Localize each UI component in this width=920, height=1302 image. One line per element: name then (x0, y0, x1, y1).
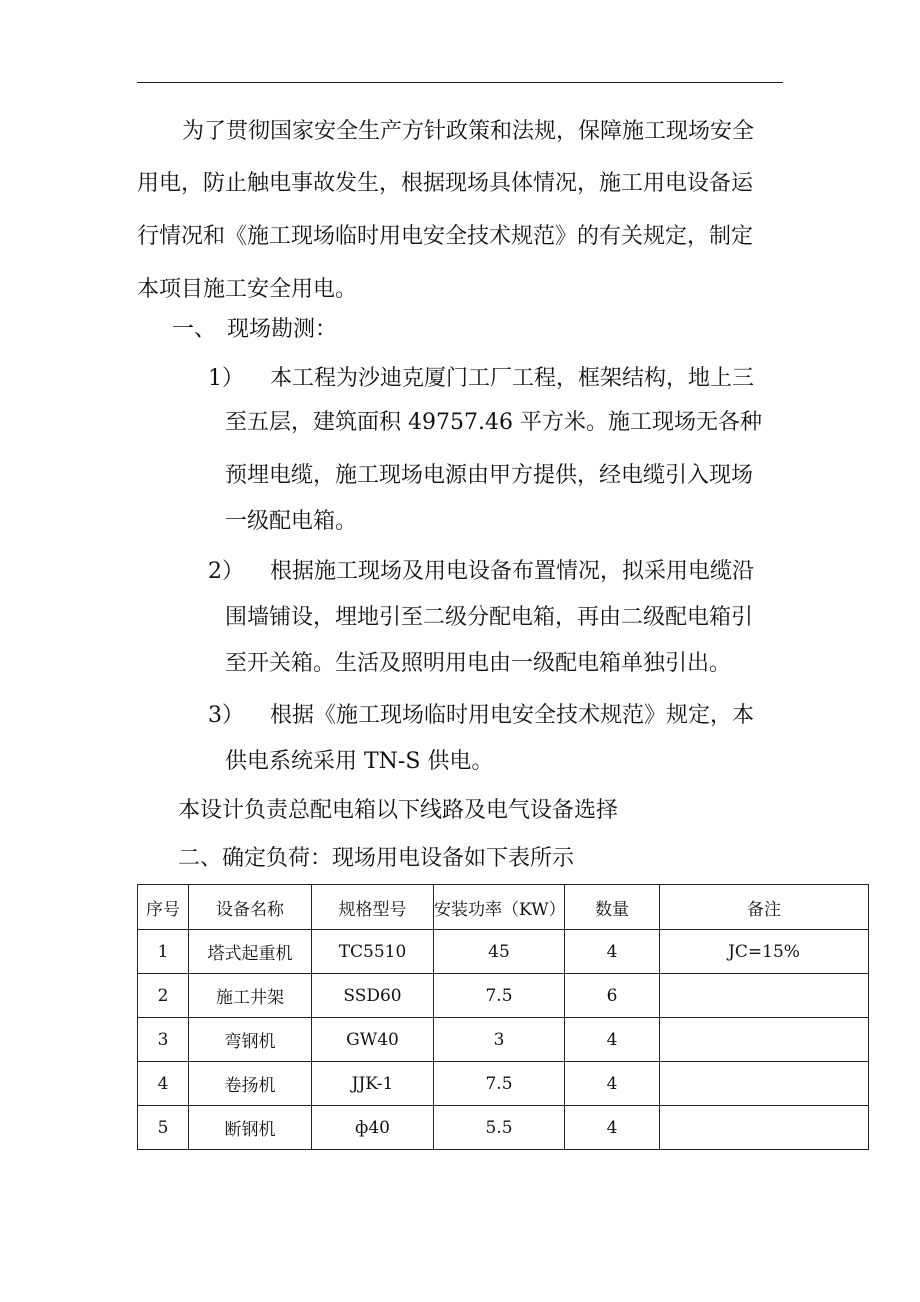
item3-number: 3） (208, 703, 244, 728)
cell-remarks (660, 974, 869, 1018)
table-row (138, 1106, 869, 1150)
cell-remarks (660, 1106, 869, 1150)
item1-number: 1） (208, 366, 244, 391)
table-row (138, 1018, 869, 1062)
cell-power: 5.5 (434, 1106, 565, 1150)
item2-line-1: 根据施工现场及用电设备布置情况，拟采用电缆沿 (270, 559, 755, 584)
item1-line-3: 预埋电缆，施工现场电源由甲方提供，经电缆引入现场 (225, 463, 754, 488)
table-row (138, 974, 869, 1018)
cell-index: 4 (138, 1062, 189, 1106)
cell-quantity: 4 (565, 1062, 660, 1106)
cell-remarks: JC=15% (660, 930, 869, 974)
intro-line-2: 用电，防止触电事故发生，根据现场具体情况，施工用电设备运 (137, 171, 754, 196)
header-remarks: 备注 (660, 885, 869, 930)
item2-line-2: 围墙铺设，埋地引至二级分配电箱，再由二级配电箱引 (225, 605, 754, 630)
cell-model: JJK-1 (312, 1062, 434, 1106)
cell-model: TC5510 (312, 930, 434, 974)
cell-remarks (660, 1062, 869, 1106)
item3-line-2: 供电系统采用 TN-S 供电。 (225, 749, 494, 774)
header-rule (137, 82, 783, 83)
cell-model: GW40 (312, 1018, 434, 1062)
cell-quantity: 4 (565, 1106, 660, 1150)
header-power: 安装功率（KW） (434, 885, 565, 930)
intro-line-4: 本项目施工安全用电。 (137, 277, 358, 302)
cell-power: 7.5 (434, 974, 565, 1018)
item1-line-4: 一级配电箱。 (225, 509, 358, 534)
header-equipment-name: 设备名称 (189, 885, 312, 930)
item1-line-2: 至五层，建筑面积 49757.46 平方米。施工现场无各种 (225, 410, 762, 435)
cell-equipment-name: 弯钢机 (189, 1018, 312, 1062)
intro-line-3: 行情况和《施工现场临时用电安全技术规范》的有关规定，制定 (137, 224, 754, 249)
cell-quantity: 4 (565, 1018, 660, 1062)
item3-line-1: 根据《施工现场临时用电安全技术规范》规定，本 (270, 703, 755, 728)
table-header-row (138, 885, 869, 930)
cell-index: 2 (138, 974, 189, 1018)
intro-line-1: 为了贯彻国家安全生产方针政策和法规，保障施工现场安全 (182, 119, 755, 144)
cell-index: 1 (138, 930, 189, 974)
cell-equipment-name: 卷扬机 (189, 1062, 312, 1106)
cell-model: SSD60 (312, 974, 434, 1018)
cell-model: ф40 (312, 1106, 434, 1150)
cell-index: 5 (138, 1106, 189, 1150)
header-quantity: 数量 (565, 885, 660, 930)
cell-power: 3 (434, 1018, 565, 1062)
item1-line-1: 本工程为沙迪克厦门工厂工程，框架结构，地上三 (270, 366, 755, 391)
cell-index: 3 (138, 1018, 189, 1062)
cell-quantity: 4 (565, 930, 660, 974)
design-note: 本设计负责总配电箱以下线路及电气设备选择 (178, 798, 619, 823)
item2-number: 2） (208, 559, 244, 584)
cell-equipment-name: 施工井架 (189, 974, 312, 1018)
cell-equipment-name: 断钢机 (189, 1106, 312, 1150)
section1-heading: 一、 现场勘测： (172, 317, 338, 342)
header-model: 规格型号 (312, 885, 434, 930)
cell-equipment-name: 塔式起重机 (189, 930, 312, 974)
header-index: 序号 (138, 885, 189, 930)
cell-power: 45 (434, 930, 565, 974)
equipment-table (137, 884, 869, 1150)
cell-quantity: 6 (565, 974, 660, 1018)
table-row (138, 1062, 869, 1106)
cell-power: 7.5 (434, 1062, 565, 1106)
section2-heading: 二、确定负荷：现场用电设备如下表所示 (178, 846, 575, 871)
table-row (138, 930, 869, 974)
cell-remarks (660, 1018, 869, 1062)
item2-line-3: 至开关箱。生活及照明用电由一级配电箱单独引出。 (225, 651, 732, 676)
